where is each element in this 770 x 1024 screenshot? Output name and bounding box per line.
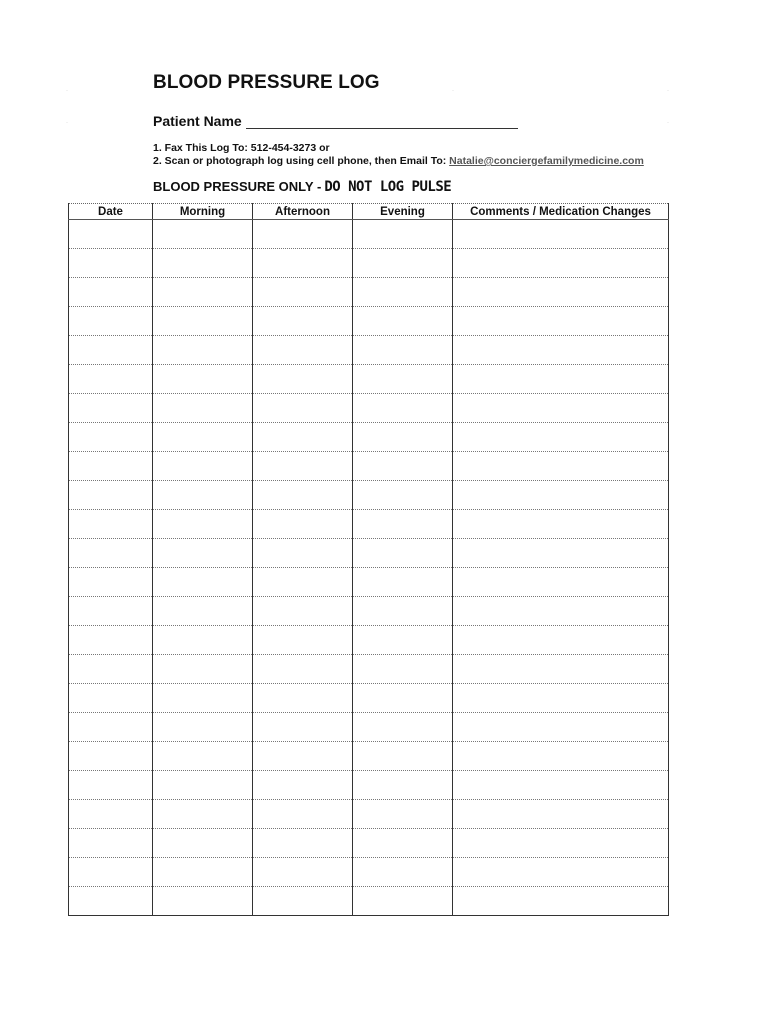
afternoon-cell[interactable] xyxy=(253,220,353,249)
comments-cell[interactable] xyxy=(453,829,669,858)
patient-name-field[interactable] xyxy=(246,114,518,129)
table-row xyxy=(69,220,669,249)
morning-cell[interactable] xyxy=(153,655,253,684)
morning-cell[interactable] xyxy=(153,800,253,829)
comments-cell[interactable] xyxy=(453,539,669,568)
date-cell[interactable] xyxy=(69,800,153,829)
date-cell[interactable] xyxy=(69,626,153,655)
morning-cell[interactable] xyxy=(153,684,253,713)
date-cell[interactable] xyxy=(69,713,153,742)
table-row xyxy=(69,568,669,597)
table-row xyxy=(69,829,669,858)
column-header-comments: Comments / Medication Changes xyxy=(453,204,669,220)
evening-cell[interactable] xyxy=(353,568,453,597)
table-row xyxy=(69,452,669,481)
afternoon-cell[interactable] xyxy=(253,423,353,452)
afternoon-cell[interactable] xyxy=(253,597,353,626)
evening-cell[interactable] xyxy=(353,452,453,481)
evening-cell[interactable] xyxy=(353,887,453,916)
table-row xyxy=(69,539,669,568)
comments-cell[interactable] xyxy=(453,655,669,684)
table-row xyxy=(69,742,669,771)
afternoon-cell[interactable] xyxy=(253,510,353,539)
comments-cell[interactable] xyxy=(453,220,669,249)
morning-cell[interactable] xyxy=(153,539,253,568)
comments-cell[interactable] xyxy=(453,858,669,887)
table-row xyxy=(69,597,669,626)
morning-cell[interactable] xyxy=(153,336,253,365)
date-cell[interactable] xyxy=(69,249,153,278)
evening-cell[interactable] xyxy=(353,684,453,713)
table-row xyxy=(69,713,669,742)
patient-name-row xyxy=(153,111,518,129)
afternoon-cell[interactable] xyxy=(253,829,353,858)
morning-cell[interactable] xyxy=(153,423,253,452)
morning-cell[interactable] xyxy=(153,887,253,916)
afternoon-cell[interactable] xyxy=(253,394,353,423)
evening-cell[interactable] xyxy=(353,655,453,684)
comments-cell[interactable] xyxy=(453,336,669,365)
morning-cell[interactable] xyxy=(153,597,253,626)
morning-cell[interactable] xyxy=(153,626,253,655)
morning-cell[interactable] xyxy=(153,307,253,336)
date-cell[interactable] xyxy=(69,278,153,307)
scan-dot: · xyxy=(667,88,669,94)
comments-cell[interactable] xyxy=(453,568,669,597)
afternoon-cell[interactable] xyxy=(253,713,353,742)
comments-cell[interactable] xyxy=(453,394,669,423)
evening-cell[interactable] xyxy=(353,249,453,278)
comments-cell[interactable] xyxy=(453,481,669,510)
comments-cell[interactable] xyxy=(453,713,669,742)
date-cell[interactable] xyxy=(69,829,153,858)
evening-cell[interactable] xyxy=(353,597,453,626)
date-cell[interactable] xyxy=(69,394,153,423)
morning-cell[interactable] xyxy=(153,858,253,887)
evening-cell[interactable] xyxy=(353,336,453,365)
date-cell[interactable] xyxy=(69,423,153,452)
comments-cell[interactable] xyxy=(453,365,669,394)
date-cell[interactable] xyxy=(69,365,153,394)
afternoon-cell[interactable] xyxy=(253,307,353,336)
instruction-email-text: 2. Scan or photograph log using cell phone, then Email To: xyxy=(153,155,450,167)
date-cell[interactable] xyxy=(69,452,153,481)
bp-only-label: BLOOD PRESSURE ONLY - xyxy=(153,179,322,194)
table-row xyxy=(69,800,669,829)
patient-name-label: Patient Name xyxy=(153,113,242,129)
afternoon-cell[interactable] xyxy=(253,771,353,800)
comments-cell[interactable] xyxy=(453,249,669,278)
morning-cell[interactable] xyxy=(153,220,253,249)
evening-cell[interactable] xyxy=(353,742,453,771)
column-header-afternoon: Afternoon xyxy=(253,204,353,220)
comments-cell[interactable] xyxy=(453,597,669,626)
morning-cell[interactable] xyxy=(153,452,253,481)
table-row xyxy=(69,481,669,510)
comments-cell[interactable] xyxy=(453,626,669,655)
table-row xyxy=(69,278,669,307)
email-link[interactable]: Natalie@conciergefamilymedicine.com xyxy=(449,155,644,167)
evening-cell[interactable] xyxy=(353,829,453,858)
scan-dot: · xyxy=(452,88,454,94)
date-cell[interactable] xyxy=(69,684,153,713)
comments-cell[interactable] xyxy=(453,452,669,481)
evening-cell[interactable] xyxy=(353,365,453,394)
morning-cell[interactable] xyxy=(153,568,253,597)
morning-cell[interactable] xyxy=(153,742,253,771)
table-row xyxy=(69,510,669,539)
table-row xyxy=(69,655,669,684)
afternoon-cell[interactable] xyxy=(253,278,353,307)
date-cell[interactable] xyxy=(69,336,153,365)
table-row xyxy=(69,858,669,887)
instruction-email xyxy=(153,155,644,168)
morning-cell[interactable] xyxy=(153,510,253,539)
evening-cell[interactable] xyxy=(353,278,453,307)
date-cell[interactable] xyxy=(69,307,153,336)
instruction-fax: 1. Fax This Log To: 512-454-3273 or xyxy=(153,142,330,154)
morning-cell[interactable] xyxy=(153,771,253,800)
comments-cell[interactable] xyxy=(453,278,669,307)
date-cell[interactable] xyxy=(69,481,153,510)
scan-dot: · xyxy=(66,88,68,94)
table-row xyxy=(69,423,669,452)
morning-cell[interactable] xyxy=(153,365,253,394)
evening-cell[interactable] xyxy=(353,423,453,452)
evening-cell[interactable] xyxy=(353,858,453,887)
afternoon-cell[interactable] xyxy=(253,626,353,655)
evening-cell[interactable] xyxy=(353,220,453,249)
morning-cell[interactable] xyxy=(153,278,253,307)
table-row xyxy=(69,365,669,394)
table-row xyxy=(69,626,669,655)
morning-cell[interactable] xyxy=(153,249,253,278)
column-header-evening: Evening xyxy=(353,204,453,220)
afternoon-cell[interactable] xyxy=(253,249,353,278)
afternoon-cell[interactable] xyxy=(253,887,353,916)
column-header-date: Date xyxy=(69,204,153,220)
date-cell[interactable] xyxy=(69,655,153,684)
page-title: BLOOD PRESSURE LOG xyxy=(153,72,380,93)
evening-cell[interactable] xyxy=(353,800,453,829)
scan-dot: · xyxy=(667,120,669,126)
comments-cell[interactable] xyxy=(453,887,669,916)
date-cell[interactable] xyxy=(69,771,153,800)
date-cell[interactable] xyxy=(69,742,153,771)
afternoon-cell[interactable] xyxy=(253,336,353,365)
table-row xyxy=(69,249,669,278)
table-row xyxy=(69,307,669,336)
do-not-log-pulse-warning: DO NOT LOG PULSE xyxy=(324,179,452,195)
evening-cell[interactable] xyxy=(353,394,453,423)
evening-cell[interactable] xyxy=(353,510,453,539)
bp-only-heading xyxy=(153,179,451,195)
morning-cell[interactable] xyxy=(153,394,253,423)
date-cell[interactable] xyxy=(69,510,153,539)
morning-cell[interactable] xyxy=(153,481,253,510)
column-header-morning: Morning xyxy=(153,204,253,220)
table-row xyxy=(69,336,669,365)
comments-cell[interactable] xyxy=(453,423,669,452)
morning-cell[interactable] xyxy=(153,829,253,858)
afternoon-cell[interactable] xyxy=(253,452,353,481)
date-cell[interactable] xyxy=(69,568,153,597)
evening-cell[interactable] xyxy=(353,539,453,568)
afternoon-cell[interactable] xyxy=(253,481,353,510)
comments-cell[interactable] xyxy=(453,684,669,713)
table-row xyxy=(69,887,669,916)
afternoon-cell[interactable] xyxy=(253,742,353,771)
comments-cell[interactable] xyxy=(453,510,669,539)
comments-cell[interactable] xyxy=(453,307,669,336)
table-body xyxy=(69,220,669,916)
evening-cell[interactable] xyxy=(353,771,453,800)
afternoon-cell[interactable] xyxy=(253,365,353,394)
afternoon-cell[interactable] xyxy=(253,655,353,684)
scan-dot: · xyxy=(66,120,68,126)
instructions xyxy=(153,142,644,168)
morning-cell[interactable] xyxy=(153,713,253,742)
afternoon-cell[interactable] xyxy=(253,568,353,597)
date-cell[interactable] xyxy=(69,887,153,916)
evening-cell[interactable] xyxy=(353,481,453,510)
comments-cell[interactable] xyxy=(453,742,669,771)
evening-cell[interactable] xyxy=(353,713,453,742)
table-row xyxy=(69,394,669,423)
date-cell[interactable] xyxy=(69,597,153,626)
afternoon-cell[interactable] xyxy=(253,684,353,713)
date-cell[interactable] xyxy=(69,858,153,887)
table-row xyxy=(69,684,669,713)
evening-cell[interactable] xyxy=(353,626,453,655)
table-row xyxy=(69,771,669,800)
comments-cell[interactable] xyxy=(453,771,669,800)
comments-cell[interactable] xyxy=(453,800,669,829)
date-cell[interactable] xyxy=(69,220,153,249)
evening-cell[interactable] xyxy=(353,307,453,336)
afternoon-cell[interactable] xyxy=(253,800,353,829)
afternoon-cell[interactable] xyxy=(253,858,353,887)
afternoon-cell[interactable] xyxy=(253,539,353,568)
blood-pressure-log-table xyxy=(68,203,669,916)
date-cell[interactable] xyxy=(69,539,153,568)
table-header-row xyxy=(69,204,669,220)
